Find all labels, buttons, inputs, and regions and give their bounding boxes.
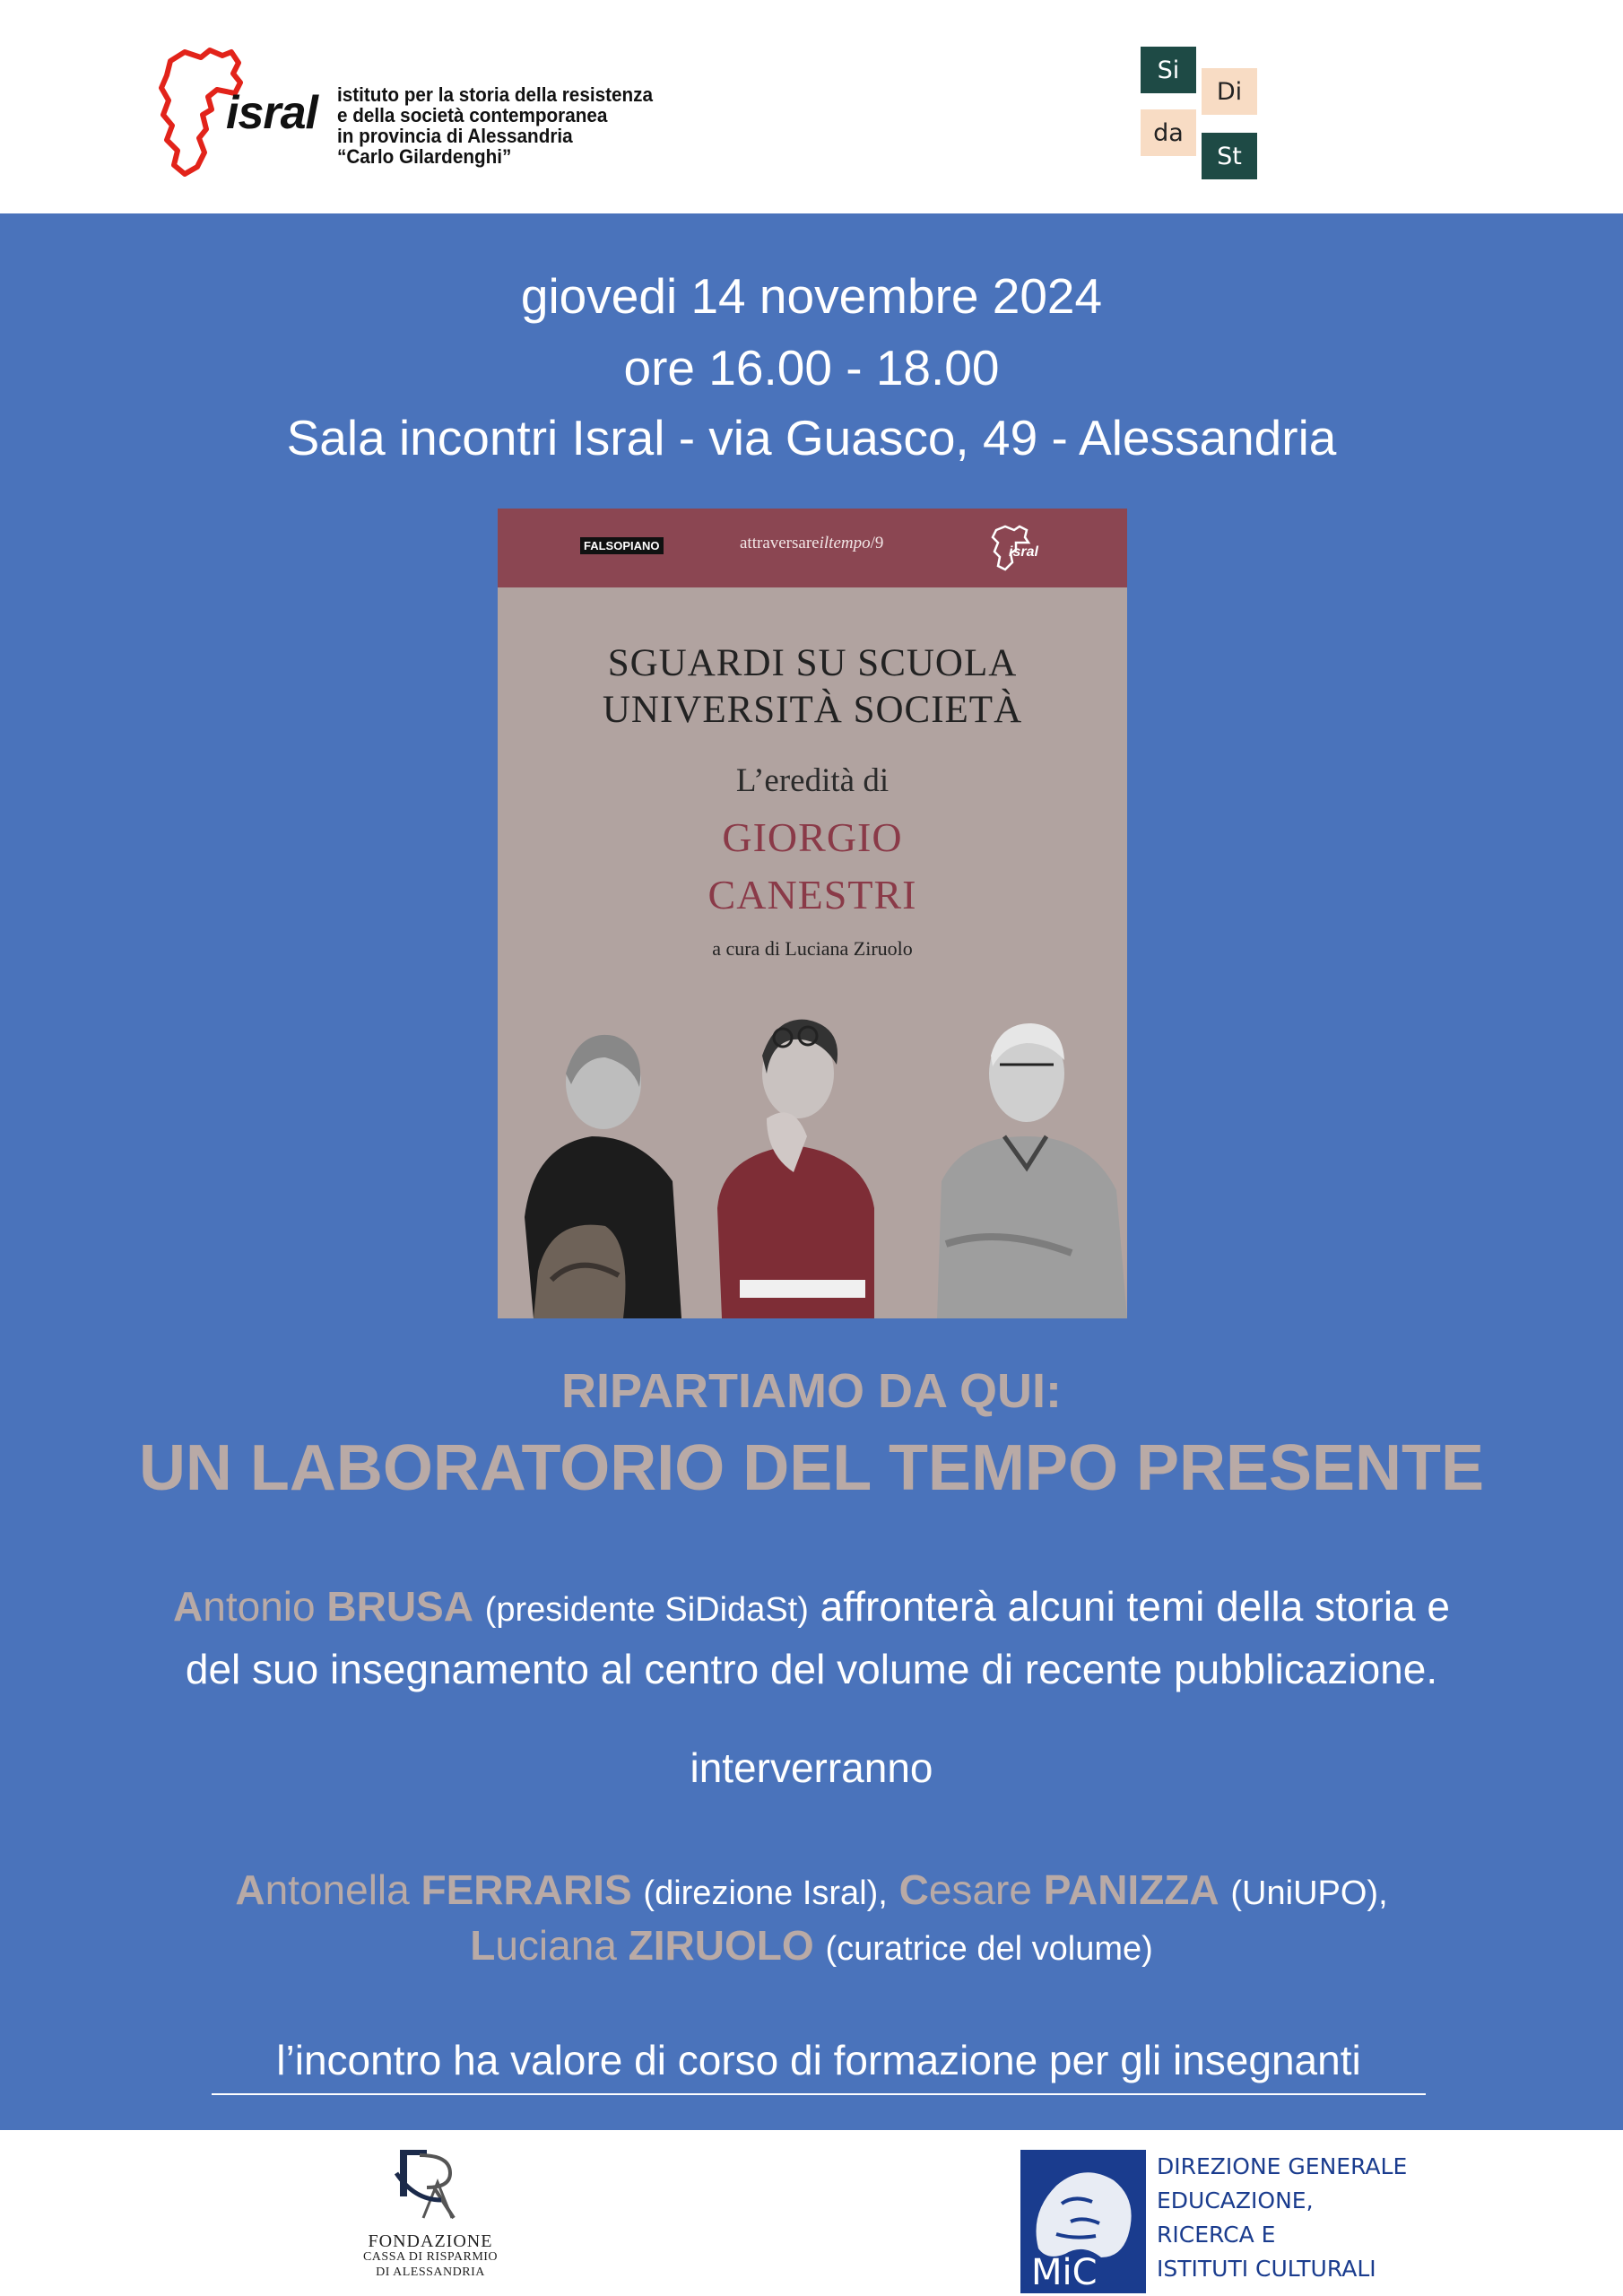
isral-logo bbox=[154, 43, 692, 187]
book-editor: a cura di Luciana Ziruolo bbox=[712, 937, 913, 960]
fondazione-name: FONDAZIONE CASSA DI RISPARMIO DI ALESSANDRIA bbox=[362, 2231, 499, 2279]
headline-line1: RIPARTIAMO DA QUI: bbox=[561, 1364, 1062, 1418]
book-cover bbox=[498, 509, 1127, 1318]
isral-wordmark: isral bbox=[226, 87, 317, 139]
fondazione-logo bbox=[341, 2146, 520, 2290]
book-subtitle: L’eredità di bbox=[735, 762, 890, 799]
isral-name bbox=[337, 84, 681, 167]
book-cover-band bbox=[498, 509, 1127, 587]
book-title-line: SGUARDI SU SCUOLA bbox=[607, 642, 1018, 684]
isral-line: istituto per la storia della resistenza bbox=[337, 83, 654, 106]
interventions-line2: Luciana ZIRUOLO (curatrice del volume) bbox=[470, 1922, 1153, 1969]
mic-logo bbox=[1020, 2150, 1424, 2293]
person-middle bbox=[717, 1020, 874, 1318]
mic-department: DIREZIONE GENERALE EDUCAZIONE, RICERCA E ISTITUTI CULTURALI bbox=[1157, 2153, 1408, 2282]
sididast-da: da bbox=[1141, 109, 1196, 156]
person-left bbox=[525, 1035, 681, 1318]
training-note: l’incontro ha valore di corso di formazione per gli insegnanti bbox=[212, 2036, 1426, 2095]
isral-line: “Carlo Gilardenghi” bbox=[337, 145, 512, 168]
event-place: Sala incontri Isral - via Guasco, 49 - Alessandria bbox=[286, 410, 1337, 465]
sididast-st: St bbox=[1202, 133, 1257, 179]
event-time: ore 16.00 - 18.00 bbox=[623, 340, 1000, 396]
footer bbox=[0, 2130, 1623, 2296]
isral-line: e della società contemporanea bbox=[337, 104, 608, 126]
headline-line2: UN LABORATORIO DEL TEMPO PRESENTE bbox=[138, 1432, 1485, 1504]
interventions-line1: Antonella FERRARIS (direzione Isral), Cesare PANIZZA (UniUPO), bbox=[235, 1866, 1388, 1913]
header bbox=[0, 0, 1623, 213]
cover-isral-logo: isral bbox=[989, 523, 1052, 573]
book-series: attraversareiltempo/9 bbox=[740, 534, 884, 552]
publisher-logo: FALSOPIANO bbox=[580, 537, 664, 554]
fondazione-monogram-icon bbox=[387, 2146, 473, 2222]
interventions-label: interverranno bbox=[690, 1744, 933, 1791]
sididast-si: Si bbox=[1141, 47, 1196, 93]
description-line2: del suo insegnamento al centro del volume di recente pubblicazione. bbox=[185, 1646, 1438, 1692]
isral-line: in provincia di Alessandria bbox=[337, 125, 573, 147]
mic-label: MiC bbox=[1031, 2252, 1098, 2293]
mic-emblem bbox=[1020, 2150, 1146, 2293]
person-right bbox=[937, 1023, 1127, 1318]
book-title-line: UNIVERSITÀ SOCIETÀ bbox=[602, 689, 1023, 731]
sididast-di: Di bbox=[1202, 68, 1257, 115]
sididast-logo bbox=[1141, 47, 1259, 181]
book-name-line: GIORGIO bbox=[722, 814, 903, 860]
event-date: giovedi 14 novembre 2024 bbox=[520, 268, 1103, 324]
book-name-line: CANESTRI bbox=[707, 872, 917, 918]
description-line1: Antonio BRUSA (presidente SiDidaSt) affronterà alcuni temi della storia e bbox=[173, 1583, 1450, 1630]
cover-photo bbox=[498, 1011, 1127, 1318]
